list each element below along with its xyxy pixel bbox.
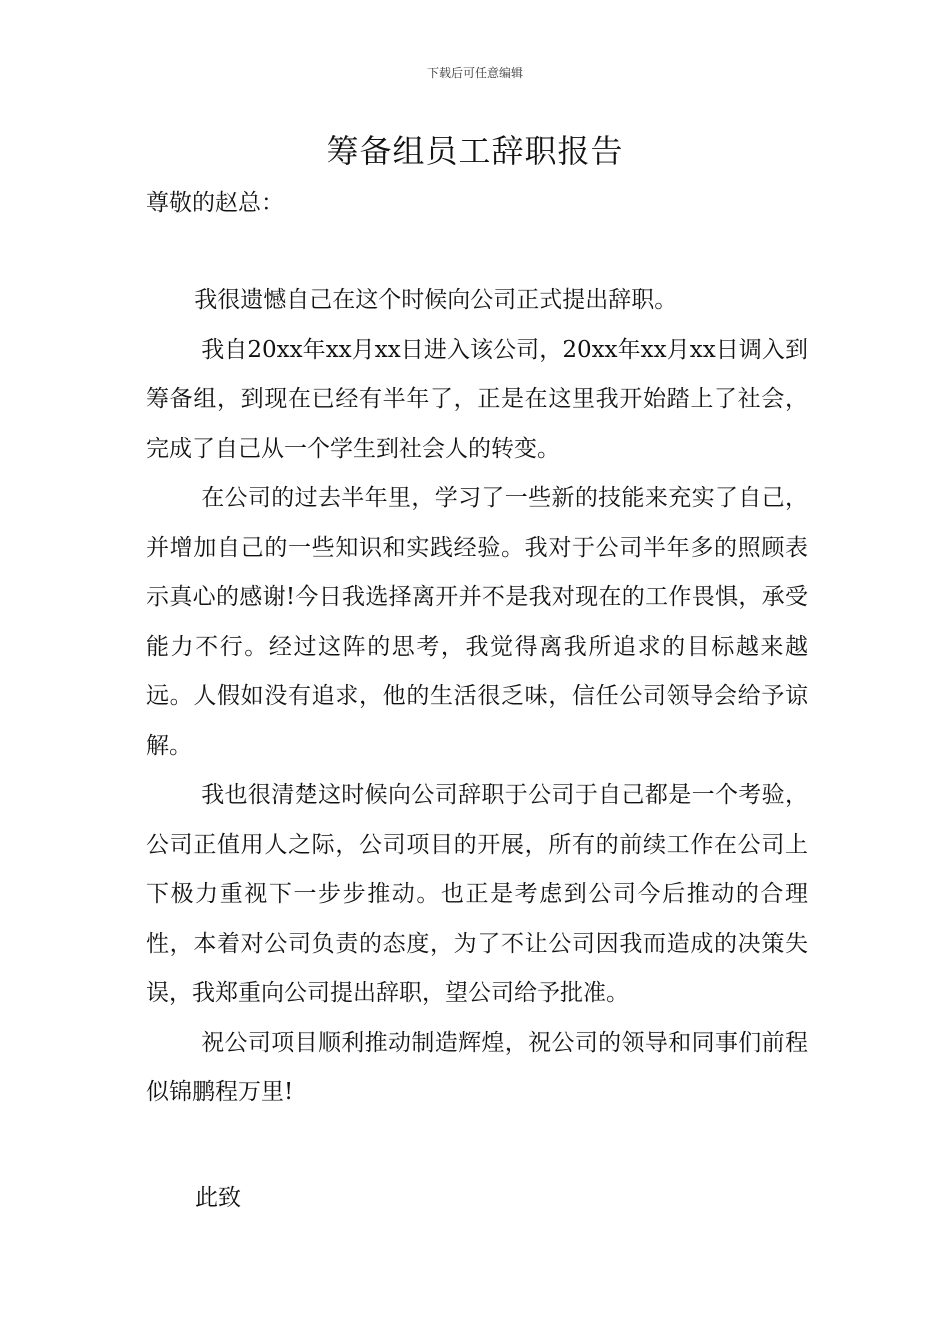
paragraph-reason: 我也很清楚这时候向公司辞职于公司于自己都是一个考验，公司正值用人之际，公司项目的开展，所有的前续工作在公司上下极力重视下一步步推动。也正是考虑到公司今后推动的合理性，本着对公司负责的态度，为了不让公司因我而造成的决策失误，我郑重向公司提出辞职，望公司给予批准。: [146, 782, 808, 1006]
paragraph-wishes: 祝公司项目顺利推动制造辉煌，祝公司的领导和同事们前程似锦鹏程万里!: [146, 1029, 808, 1105]
letter-body: [146, 276, 808, 1118]
header-note: 下载后可任意编辑: [426, 66, 523, 80]
paragraph-opening: 我很遗憾自己在这个时候向公司正式提出辞职。: [194, 287, 678, 313]
paragraph-background: 我自20xx年xx月xx日进入该公司，20xx年xx月xx日调入到筹备组，到现在已经有半年了，正是在这里我开始踏上了社会，完成了自己从一个学生到社会人的转变。: [146, 336, 808, 462]
document-title: 筹备组员工辞职报告: [326, 132, 624, 170]
paragraph-reflection: 在公司的过去半年里，学习了一些新的技能来充实了自己，并增加自己的一些知识和实践经验。我对于公司半年多的照顾表示真心的感谢!今日我选择离开并不是我对现在的工作畏惧，承受能力不行。经过这阵的思考，我觉得离我所追求的目标越来越远。人假如没有追求，他的生活很乏味，信任公司领导会给予谅解。: [146, 485, 808, 759]
salutation: 尊敬的赵总：: [146, 190, 284, 216]
closing: 此致: [195, 1185, 241, 1211]
